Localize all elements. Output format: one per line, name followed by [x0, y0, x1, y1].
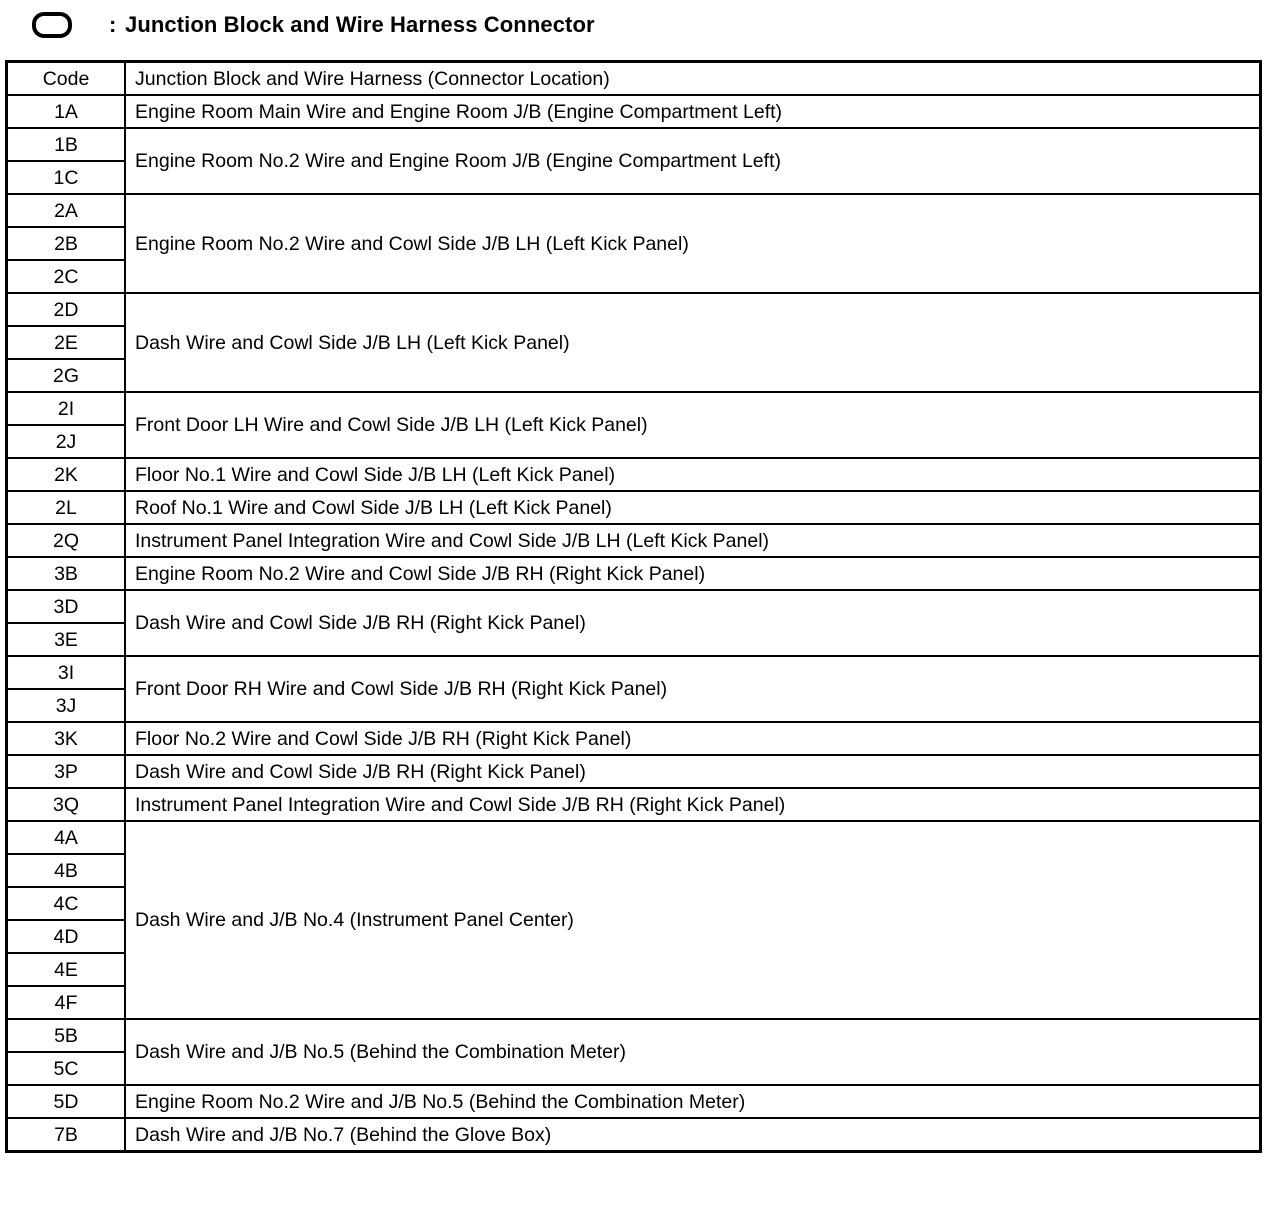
- description-cell: Front Door RH Wire and Cowl Side J/B RH (Right Kick Panel): [125, 656, 1261, 722]
- code-cell: 2L: [7, 491, 126, 524]
- description-cell: Dash Wire and Cowl Side J/B RH (Right Kick Panel): [125, 590, 1261, 656]
- description-cell: Dash Wire and J/B No.4 (Instrument Panel Center): [125, 821, 1261, 1019]
- description-cell: Floor No.2 Wire and Cowl Side J/B RH (Right Kick Panel): [125, 722, 1261, 755]
- description-cell: Floor No.1 Wire and Cowl Side J/B LH (Left Kick Panel): [125, 458, 1261, 491]
- table-row: [7, 1118, 1261, 1152]
- table-row: [7, 491, 1261, 524]
- code-cell: 2G: [7, 359, 126, 392]
- code-cell: 5C: [7, 1052, 126, 1085]
- description-cell: Engine Room No.2 Wire and Cowl Side J/B RH (Right Kick Panel): [125, 557, 1261, 590]
- table-row: [7, 128, 1261, 161]
- code-cell: 1C: [7, 161, 126, 194]
- code-cell: 2K: [7, 458, 126, 491]
- code-cell: 3K: [7, 722, 126, 755]
- code-cell: 2C: [7, 260, 126, 293]
- table-row: [7, 788, 1261, 821]
- code-cell: 4B: [7, 854, 126, 887]
- table-row: [7, 755, 1261, 788]
- description-cell: Dash Wire and Cowl Side J/B LH (Left Kick Panel): [125, 293, 1261, 392]
- header-description: Junction Block and Wire Harness (Connector Location): [125, 62, 1261, 96]
- code-cell: 1B: [7, 128, 126, 161]
- description-cell: Dash Wire and J/B No.7 (Behind the Glove Box): [125, 1118, 1261, 1152]
- junction-block-table: [5, 60, 1262, 1153]
- header-row: [7, 62, 1261, 96]
- table-row: [7, 1085, 1261, 1118]
- table-row: [7, 392, 1261, 425]
- table-body: [7, 62, 1261, 1152]
- table-row: [7, 656, 1261, 689]
- code-cell: 4A: [7, 821, 126, 854]
- description-cell: Roof No.1 Wire and Cowl Side J/B LH (Left Kick Panel): [125, 491, 1261, 524]
- code-cell: 4E: [7, 953, 126, 986]
- code-cell: 5D: [7, 1085, 126, 1118]
- code-cell: 3P: [7, 755, 126, 788]
- legend: [32, 8, 595, 42]
- code-cell: 4C: [7, 887, 126, 920]
- table-row: [7, 821, 1261, 854]
- description-cell: Instrument Panel Integration Wire and Cowl Side J/B RH (Right Kick Panel): [125, 788, 1261, 821]
- code-cell: 2E: [7, 326, 126, 359]
- code-cell: 2A: [7, 194, 126, 227]
- legend-colon: :: [109, 12, 117, 37]
- connector-outline-icon: [32, 12, 72, 38]
- table-row: [7, 722, 1261, 755]
- table-row: [7, 458, 1261, 491]
- description-cell: Front Door LH Wire and Cowl Side J/B LH (Left Kick Panel): [125, 392, 1261, 458]
- code-cell: 3Q: [7, 788, 126, 821]
- code-cell: 2J: [7, 425, 126, 458]
- table-row: [7, 293, 1261, 326]
- code-cell: 3I: [7, 656, 126, 689]
- code-cell: 3J: [7, 689, 126, 722]
- code-cell: 3B: [7, 557, 126, 590]
- code-cell: 2I: [7, 392, 126, 425]
- description-cell: Engine Room No.2 Wire and J/B No.5 (Behind the Combination Meter): [125, 1085, 1261, 1118]
- table-row: [7, 557, 1261, 590]
- table-row: [7, 194, 1261, 227]
- code-cell: 2D: [7, 293, 126, 326]
- table-row: [7, 95, 1261, 128]
- description-cell: Instrument Panel Integration Wire and Cowl Side J/B LH (Left Kick Panel): [125, 524, 1261, 557]
- code-cell: 3E: [7, 623, 126, 656]
- description-cell: Engine Room Main Wire and Engine Room J/B (Engine Compartment Left): [125, 95, 1261, 128]
- code-cell: 2Q: [7, 524, 126, 557]
- legend-title: Junction Block and Wire Harness Connector: [125, 12, 595, 37]
- description-cell: Dash Wire and J/B No.5 (Behind the Combination Meter): [125, 1019, 1261, 1085]
- header-code: Code: [7, 62, 126, 96]
- table-row: [7, 524, 1261, 557]
- code-cell: 7B: [7, 1118, 126, 1152]
- table-row: [7, 590, 1261, 623]
- code-cell: 2B: [7, 227, 126, 260]
- table-row: [7, 1019, 1261, 1052]
- code-cell: 4D: [7, 920, 126, 953]
- code-cell: 1A: [7, 95, 126, 128]
- description-cell: Dash Wire and Cowl Side J/B RH (Right Kick Panel): [125, 755, 1261, 788]
- code-cell: 3D: [7, 590, 126, 623]
- code-cell: 4F: [7, 986, 126, 1019]
- description-cell: Engine Room No.2 Wire and Cowl Side J/B LH (Left Kick Panel): [125, 194, 1261, 293]
- code-cell: 5B: [7, 1019, 126, 1052]
- description-cell: Engine Room No.2 Wire and Engine Room J/B (Engine Compartment Left): [125, 128, 1261, 194]
